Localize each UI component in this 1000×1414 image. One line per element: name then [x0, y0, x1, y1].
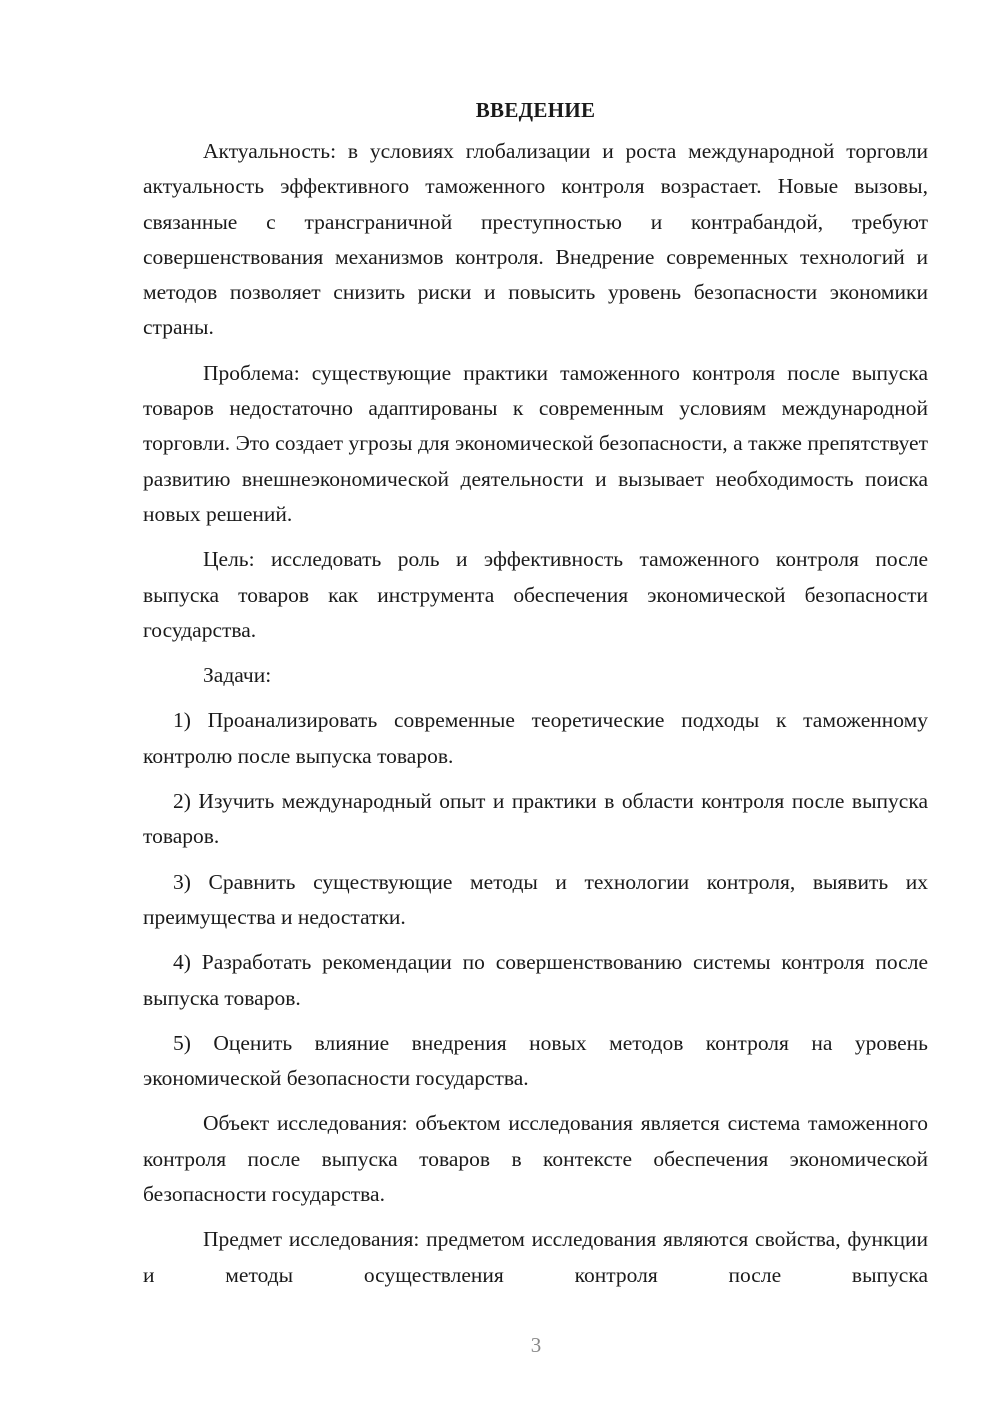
page-number: 3	[530, 1333, 542, 1357]
task-item-3: 3) Сравнить существующие методы и технологии контроля, выявить их преимущества и недостатки.	[143, 869, 928, 929]
paragraph-object: Объект исследования: объектом исследования является система таможенного контроля после выпуска товаров в контексте обеспечения экономической безопасности государства.	[143, 1111, 928, 1207]
section-title: ВВЕДЕНИЕ	[475, 98, 596, 122]
paragraph-goal: Цель: исследовать роль и эффективность таможенного контроля после выпуска товаров как инструмента обеспечения экономической безопасности государства.	[143, 547, 928, 642]
task-item-5: 5) Оценить влияние внедрения новых методов контроля на уровень экономической безопасности государства.	[143, 1030, 928, 1091]
task-item-2: 2) Изучить международный опыт и практики в области контроля после выпуска товаров.	[143, 789, 928, 849]
task-item-1: 1) Проанализировать современные теоретические подходы к таможенному контролю после выпуска товаров.	[143, 708, 928, 768]
document-body	[143, 93, 928, 1303]
paragraph-relevance: Актуальность: в условиях глобализации и роста международной торговли актуальность эффективного таможенного контроля возрастает. Новые вызовы, связанные с трансграничной преступностью и контрабандой, требуют совершенствования механизмов контроля. Внедрение современных технологий и методов позволяет снизить риски и повысить уровень безопасности экономики страны.	[143, 139, 928, 340]
tasks-heading: Задачи:	[203, 663, 272, 688]
paragraph-subject: Предмет исследования: предметом исследования являются свойства, функции и методы осуществления контроля после выпуска	[143, 1227, 928, 1287]
task-item-4: 4) Разработать рекомендации по совершенствованию системы контроля после выпуска товаров.	[143, 950, 928, 1010]
paragraph-problem: Проблема: существующие практики таможенного контроля после выпуска товаров недостаточно адаптированы к современным условиям международной торговли. Это создает угрозы для экономической безопасности, а также препятствует развитию внешнеэкономической деятельности и вызывает необходимость поиска новых решений.	[143, 360, 928, 526]
